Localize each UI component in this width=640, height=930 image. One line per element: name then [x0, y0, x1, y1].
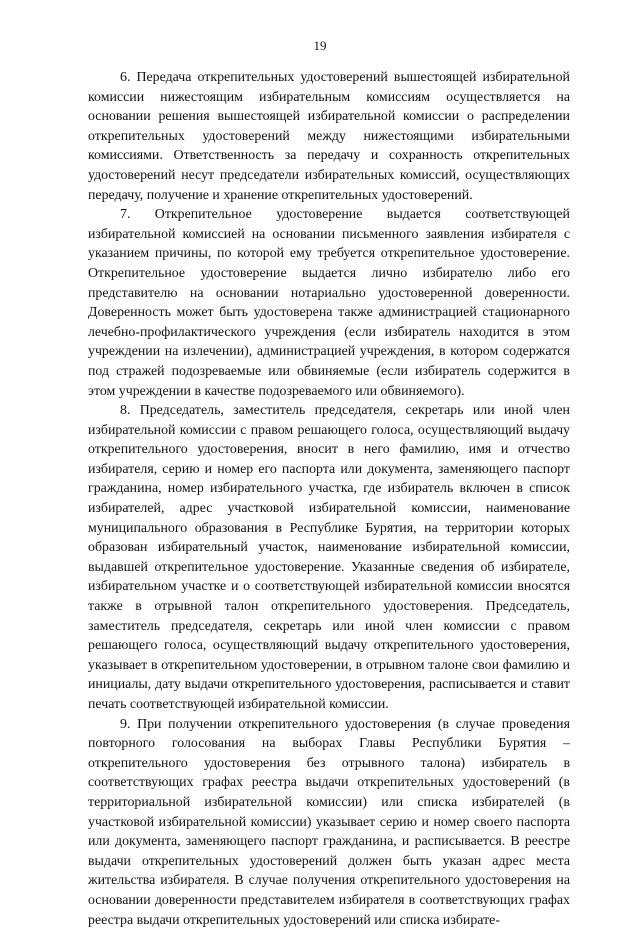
paragraph-9: 9. При получении открепительного удостоверения (в случае проведения повторного голосования на выборах Главы Республики Бурятия – открепительного удостоверения без отрывного талона) избиратель в соответствующих графах реестра выдачи открепительных удостоверений (в территориальной избирательной комиссии) или списка избирателей (в участковой избирательной комиссии) указывает серию и номер своего паспорта или документа, заменяющего паспорт гражданина, и расписывается. В реестре выдачи открепительных удостоверений должен быть указан адрес места жительства избирателя. В случае получения открепительного удостоверения на основании доверенности представителем избирателя в соответствующих графах реестра выдачи открепительных удостоверений или списка избирате-: [88, 716, 570, 928]
page-number: 19: [313, 38, 327, 53]
paragraph-7: 7. Открепительное удостоверение выдается соответствующей избирательной комиссией на основании письменного заявления избирателя с указанием причины, по которой ему требуется открепительное удостоверение. Открепительное удостоверение выдается лично избирателю либо его представителю на основании нотариально удостоверенной доверенности. Доверенность может быть удостоверена также администрацией стационарного лечебно-профилактического учреждения (если избиратель находится в этом учреждении на излечении), администрацией учреждения, в котором содержатся под стражей подозреваемые или обвиняемые (если избиратель содержится в этом учреждении в качестве подозреваемого или обвиняемого).: [88, 207, 570, 399]
document-body: [88, 68, 570, 930]
paragraph-8: 8. Председатель, заместитель председателя, секретарь или иной член избирательной комиссии с правом решающего голоса, осуществляющий выдачу открепительного удостоверения, вносит в него фамилию, имя и отчество избирателя, серию и номер его паспорта или документа, заменяющего паспорт гражданина, номер избирательного участка, где избиратель включен в список избирателей, адрес участковой избирательной комиссии, наименование муниципального образования в Республике Бурятия, на территории которых образован избирательный участок, наименование избирательной комиссии, выдавшей открепительное удостоверение. Указанные сведения об избирателе, избирательном участке и о соответствующей избирательной комиссии вносятся также в отрывной талон открепительного удостоверения. Председатель, заместитель председателя, секретарь или иной член комиссии с правом решающего голоса, осуществляющий выдачу открепительного удостоверения, указывает в открепительном удостоверении, в отрывном талоне свои фамилию и инициалы, дату выдачи открепительного удостоверения, расписывается и ставит печать соответствующей избирательной комиссии.: [88, 403, 570, 712]
paragraph-6: 6. Передача открепительных удостоверений вышестоящей избирательной комиссии нижестоящим избирательным комиссиям осуществляется на основании решения вышестоящей избирательной комиссии о распределении открепительных удостоверений между нижестоящими избирательными комиссиями. Ответственность за передачу и сохранность открепительных удостоверений несут председатели избирательных комиссий, осуществляющих передачу, получение и хранение открепительных удостоверений.: [88, 70, 570, 203]
